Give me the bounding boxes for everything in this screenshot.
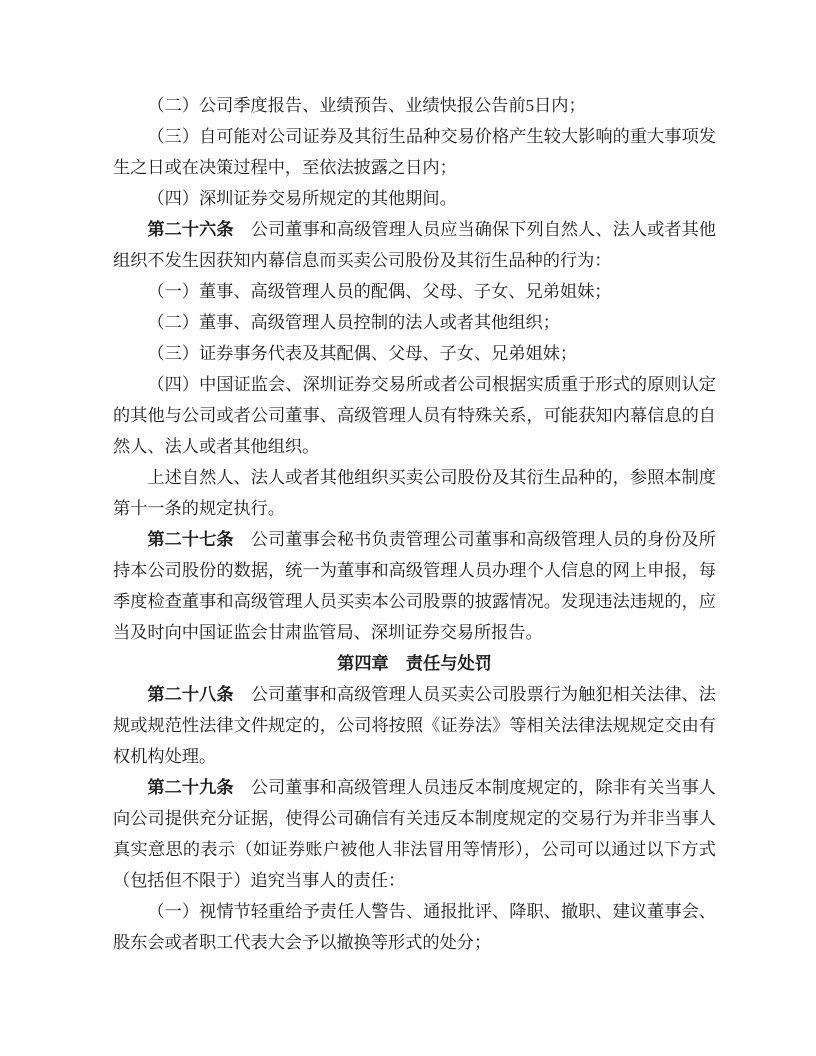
article-paragraph <box>113 679 716 772</box>
article-paragraph <box>113 772 716 896</box>
paragraph-text: 公司董事和高级管理人员买卖公司股票行为触犯相关法律、法规或规范性法律文件规定的，公司将按照《证券法》等相关法律法规规定交由有权机构处理。 <box>113 685 716 766</box>
article-number: 第二十六条 <box>147 220 234 239</box>
article-number: 第二十九条 <box>147 778 234 797</box>
article-paragraph <box>113 524 716 648</box>
paragraph-text: 上述自然人、法人或者其他组织买卖公司股份及其衍生品种的，参照本制度第十一条的规定执行。 <box>113 468 716 518</box>
paragraph-text: （三）自可能对公司证券及其衍生品种交易价格产生较大影响的重大事项发生之日或在决策过程中，至依法披露之日内； <box>113 127 716 177</box>
paragraph-text: （四）中国证监会、深圳证券交易所或者公司根据实质重于形式的原则认定的其他与公司或者公司董事、高级管理人员有特殊关系，可能获知内幕信息的自然人、法人或者其他组织。 <box>113 375 716 456</box>
body-paragraph <box>113 121 716 183</box>
chapter-heading <box>113 648 716 679</box>
article-number: 第二十七条 <box>147 530 234 549</box>
body-paragraph <box>113 369 716 462</box>
paragraph-text: （一）董事、高级管理人员的配偶、父母、子女、兄弟姐妹； <box>147 282 612 301</box>
paragraph-text: 公司董事会秘书负责管理公司董事和高级管理人员的身份及所持本公司股份的数据，统一为董事和高级管理人员办理个人信息的网上申报，每季度检查董事和高级管理人员买卖本公司股票的披露情况。发现违法违规的，应当及时向中国证监会甘肃监管局、深圳证券交易所报告。 <box>113 530 716 642</box>
body-paragraph <box>113 338 716 369</box>
paragraph-text: （一）视情节轻重给予责任人警告、通报批评、降职、撤职、建议董事会、股东会或者职工代表大会予以撤换等形式的处分； <box>113 902 716 952</box>
article-paragraph <box>113 214 716 276</box>
body-paragraph <box>113 307 716 338</box>
article-number: 第二十八条 <box>147 685 234 704</box>
body-paragraph <box>113 90 716 121</box>
paragraph-text: 公司董事和高级管理人员违反本制度规定的，除非有关当事人向公司提供充分证据，使得公司确信有关违反本制度规定的交易行为并非当事人真实意思的表示（如证券账户被他人非法冒用等情形），公司可以通过以下方式（包括但不限于）追究当事人的责任： <box>113 778 716 890</box>
paragraph-text: （二）董事、高级管理人员控制的法人或者其他组织； <box>147 313 560 332</box>
body-paragraph <box>113 276 716 307</box>
document-body <box>113 90 716 958</box>
paragraph-text: （三）证券事务代表及其配偶、父母、子女、兄弟姐妹； <box>147 344 578 363</box>
body-paragraph <box>113 896 716 958</box>
body-paragraph <box>113 462 716 524</box>
paragraph-text: （四）深圳证券交易所规定的其他期间。 <box>147 189 457 208</box>
paragraph-text: 公司董事和高级管理人员应当确保下列自然人、法人或者其他组织不发生因获知内幕信息而买卖公司股份及其衍生品种的行为： <box>113 220 716 270</box>
chapter-heading-text: 第四章 责任与处罚 <box>337 654 492 673</box>
paragraph-text: （二）公司季度报告、业绩预告、业绩快报公告前5日内； <box>147 96 586 115</box>
body-paragraph <box>113 183 716 214</box>
